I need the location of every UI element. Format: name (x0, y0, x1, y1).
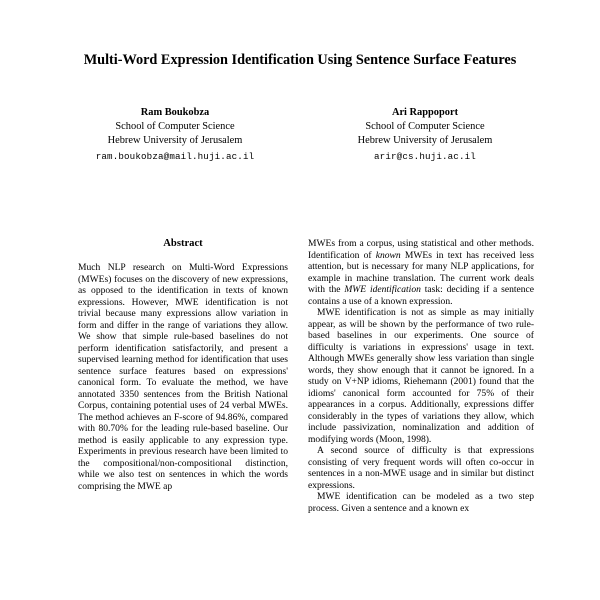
author-institution: Hebrew University of Jerusalem (107, 135, 243, 147)
intro-paragraph-2: MWE identification is not as simple as may initially appear, as will be shown by the performance of two rule-based baselines in our experiments. One source of difficulty is variations in expressions' usage in text. Although MWEs generally show less variation than single words, they show enough that it cannot be ignored. In a study on V+NP idioms, Riehemann (2001) found that the idioms' canonical form accounted for 75% of their appearances in a corpus. Additionally, expressions differ considerably in the types of variations they allow, which include passivization, nominalization and addition of modifying words (Moon, 1998). (308, 307, 534, 445)
author-name: Ram Boukobza (140, 107, 210, 118)
intro-par1-part3: task: deciding if a sentence contains a use of a known expression. (308, 284, 534, 307)
intro-par1-part1: MWEs from a corpus, using statistical and other methods. Identification of (308, 238, 534, 261)
page-title: Multi-Word Expression Identification Using Sentence Surface Features (83, 52, 517, 68)
author-department: School of Computer Science (365, 121, 485, 133)
intro-paragraph-1 (308, 238, 534, 307)
author-email[interactable]: ram.boukobza@mail.huji.ac.il (95, 150, 255, 162)
abstract-column (78, 238, 288, 600)
intro-paragraph-4: MWE identification can be modeled as a two step process. Given a sentence and a known ex (308, 491, 534, 514)
introduction-column (308, 238, 534, 600)
author-block (50, 106, 550, 164)
author-name: Ari Rappoport (391, 107, 459, 118)
intro-par1-italic2: MWE identification (344, 284, 421, 296)
abstract-text: Much NLP research on Multi-Word Expressions (MWEs) focuses on the discovery of new expressions, as opposed to the identification in texts of known expressions. However, MWE identification is not trivial because many expressions allow variation in form and differ in the range of variations they allow. We show that simple rule-based baselines do not perform identification satisfactorily, and present a supervised learning method for identification that uses sentence surface features based on expressions' canonical form. To evaluate the method, we have annotated 3350 sentences from the British National Corpus, containing potential uses of 24 verbal MWEs. The method achieves an F-score of 94.86%, compared with 80.70% for the leading rule-based baseline. Our method is easily applicable to any expression type. Experiments in previous research have been limited to the compositional/non-compositional distinction, while we also test on sentences in which the words comprising the MWE ap (78, 262, 288, 492)
author-entry (300, 106, 550, 164)
author-email[interactable]: arir@cs.huji.ac.il (374, 150, 476, 162)
abstract-heading: Abstract (163, 238, 203, 249)
intro-paragraph-3: A second source of difficulty is that expressions consisting of very frequent words will often co-occur in sentences in a non-MWE usage and in similar but distinct expressions. (308, 445, 534, 491)
author-entry (50, 106, 300, 164)
intro-par1-italic1: known (375, 249, 401, 261)
author-department: School of Computer Science (115, 121, 235, 133)
intro-par1-part2: MWEs in text has received less attention, but is necessary for many NLP applications, for example in machine translation. The current work deals with the (308, 249, 534, 296)
author-institution: Hebrew University of Jerusalem (357, 135, 493, 147)
